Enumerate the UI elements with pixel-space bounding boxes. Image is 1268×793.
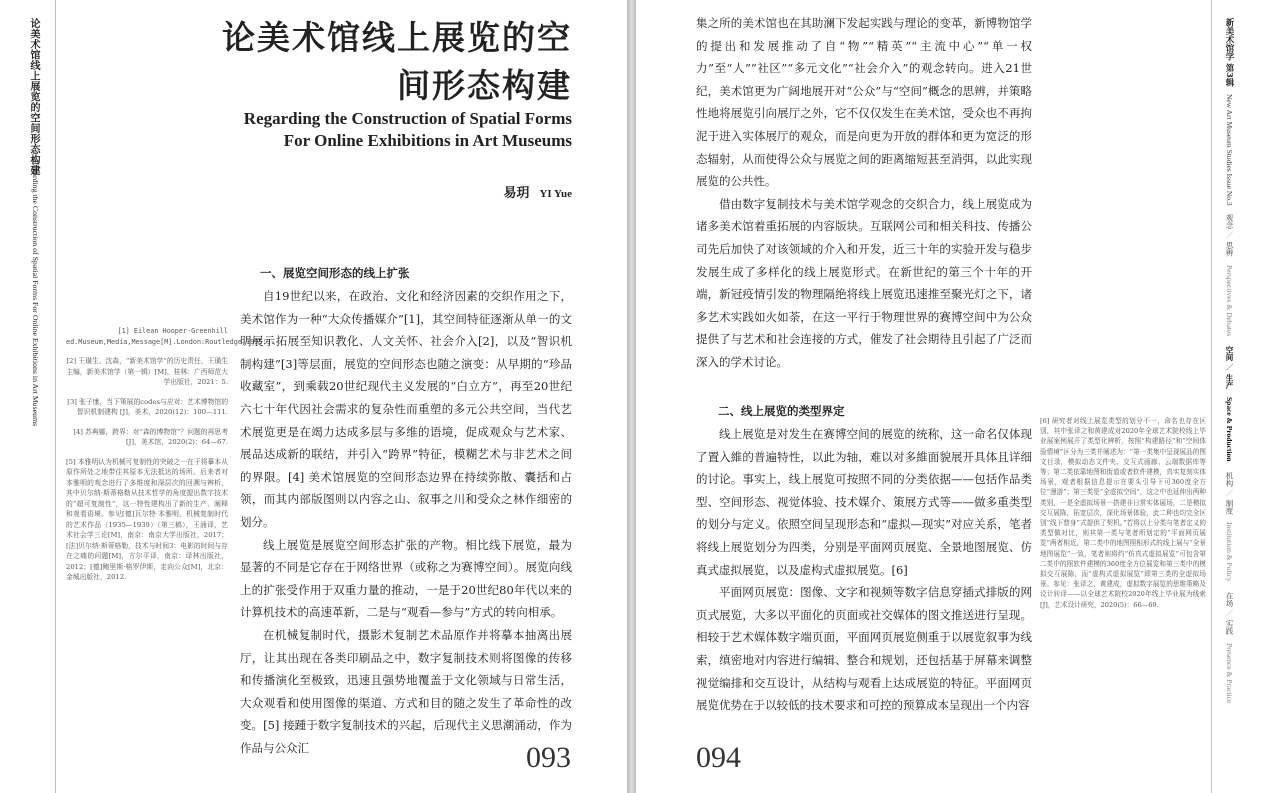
running-head-cn: 论美术馆线上展览的空间形态构建 — [28, 18, 39, 176]
tag-cn-b: 思辨 — [1225, 241, 1234, 257]
tag-en: Space & Production — [1225, 397, 1234, 462]
tag-en: Institution & Policy — [1225, 522, 1234, 583]
paragraph: 自19世纪以来，在政治、文化和经济因素的交织作用之下，美术馆作为一种“大众传播媒介”[1]，其空间特征逐渐从单一的文明展示拓展至知识教化、人文关怀、社会介入[2]，以及“智识机制构建”[3]等层面，展览的空间形态也随之演变：从早期的“珍品收藏室”，到乘载20世纪现代主义发展的“白立方”，再至20世纪六七十年代因社会需求的复杂性而重塑的多元公共空间，当代艺术展览更是在竭力达成多层与多维的语境，促成观众与艺术家、展品达成新的联结，并引入“跨界”特征，模糊艺术与非艺术之间的界限。[4] 美术馆展览的空间形态边界在持续弥散、囊括和占领，而其内部版图则以内容之山、叙事之川和受众之林作细密的划分。 — [240, 289, 572, 529]
page-number: 093 — [526, 741, 571, 774]
tag-cn-b: 制度 — [1225, 499, 1234, 515]
article-title-en-line2: For Online Exhibitions in Art Museums — [283, 131, 572, 150]
tag-cn-a: 机构 — [1225, 471, 1234, 487]
footnote-6: [6] 研究者对线上展览类型的划分不一，命名也存在区别，其中张译之和黄建成对2020年全球艺术院校线上毕业展案例展开了类型化辨析，按照“构建路径”和“空间体验情境”区分为三类并阐述为：“第一类集中呈现展品的图文目录，模拟动态文件夹、交互式画廊、云端数据库等等；第二类依靠地图和街道或者软件建模，真实复刻实体场景，观者根据信息提示在要头引导下可360度全方位“漫游”；第三类是“全虚拟空间”，这之中也延伸出两种类别，一是全虚拟场景一搭建非日常实体展场，二是模拟交互展陈，拓宽层次，深化场景体验，此二种也均完全区别“线下替身”式提供了契机。”若将以上分类与笔者定义的类型做对比，则其第一类与笔者所划定的“平面网页展览”两者相近，第二类中的地图照相形式的线上展与“全景地图展览”一致，笔者则将约“仿真式虚拟展览”可包含第二类中的照软件建模的360度全方位展览和第三类中的模拟交互展陈，而“虚构式虚拟展览”即第三类的全虚拟场景。参见：张译之、黄建成，虚拟数字展览的思维策略及设计转译——以全球艺术院校2020年线上毕业展为线索[J]，艺术设计研究，2020(5)：66—69. — [1040, 417, 1206, 609]
article-body-right-bottom — [696, 423, 1032, 717]
page-number: 094 — [696, 741, 741, 774]
running-head-en: Regarding the Construction of Spatial Forms For Online Exhibitions in Art Museums — [31, 160, 40, 427]
running-head-en-vertical — [26, 160, 45, 426]
article-body-right-top — [696, 12, 1032, 374]
journal-title-cn: 新美术馆学 第3辑 — [1224, 18, 1234, 87]
author — [503, 182, 572, 201]
left-page — [0, 0, 627, 793]
article-body-left — [240, 285, 572, 759]
tag-cn-a: 在场 — [1225, 592, 1234, 608]
article-title-en-line1: Regarding the Construction of Spatial Forms — [243, 109, 572, 128]
paragraph: 借由数字复制技术与美术馆学观念的交织合力，线上展览成为诸多美术馆着重拓展的内容版块。互联网公司和相关科技、传播公司先后加快了对该领域的介入和开发，近三十年的实验开发与稳步发展生成了多样化的线上展览形式。在新世纪的第三个十年的开端，新冠疫情引发的物理隔绝将线上展览迅速推至聚光灯之下，诸多艺术实践如火如荼，在这一平行于物理世界的赛博空间中为公众提供了与艺术和社会连接的方式，催发了社会期待且引起了广泛而深入的学术讨论。 — [696, 196, 1032, 369]
author-name-en: YI Yue — [539, 188, 572, 200]
paragraph: 在机械复制时代，摄影术复制艺术品原作并将摹本抽离出展厅，让其出现在各类印刷品之中，数字复制技术则将图像的传移和传播演化至极致，迅速且强势地覆盖于文化领域与日常生活，大众观看和使用图像的渠道、方式和目的随之发生了革命性的改变。[5] 接踵于数字复制技术的兴起，后现代主义思潮涌动，作为作品与公众汇 — [240, 627, 572, 755]
journal-title-en: New Art Museum Studies Issue No.3 — [1225, 94, 1234, 207]
book-gutter — [627, 0, 636, 793]
footnote-4: [4] 苏典娜，跨界：对“森的博物馆”？问题的再思考 [J]，美术馆，2020(2)：64—67. — [73, 427, 228, 446]
paragraph: 线上展览是对发生在赛博空间的展览的统称，这一命名仅体现了置入維的普遍特性，以此为轴，难以对多維面貌展开具体且详细的讨论。事实上，线上展览可按照不同的分类依据——包括作品类型、空间形态、视觉体验、技术媒介、策展方式等——做多重类型的划分与定义。依照空间呈现形态和“虚拟—现实”对应关系，笔者将线上展览划分为四类，分别是平面网页展览、全景地图展览、仿真式虚拟展览，以及虚构式虚拟展览。[6] — [696, 427, 1032, 577]
sidebar-tag-institution: 机构 ／ 制度 Institution & Policy — [1225, 471, 1234, 583]
margin-rule — [1211, 0, 1212, 793]
running-head-vertical — [24, 18, 43, 176]
tag-cn-a: 观念 — [1225, 214, 1234, 230]
section-heading-2: 二、线上展览的类型界定 — [718, 404, 845, 418]
footnotes-column — [66, 326, 275, 592]
tag-cn-b: 生产 — [1225, 373, 1234, 389]
footnote-3: [3] 张子康，当下策展的codes与应对：艺术博物馆的智识机制建构 [J]，美术，2020(12)：100—111. — [67, 397, 228, 416]
article-title-line2: 间形态构建 — [397, 66, 572, 105]
tag-en: Perspectives & Debates — [1225, 264, 1234, 336]
paragraph: 线上展览是展览空间形态扩张的产物。相比线下展览，最为显著的不同是它存在于网络世界（或称之为赛博空间）。展览向线上的扩张受作用于双重力量的推动，一是于20世纪80年代以来的计算机技术的高速革新，二是与“观看—参与”方式的转向相承。 — [240, 537, 572, 620]
author-name-cn: 易玥 — [503, 186, 530, 201]
footnote-2: [2] 王璜生、沈森，“新美术馆学”的历史责任，王璜生主编，新美术馆学（第一辑）[M]，桂林：广西师范大学出版社，2021：5. — [66, 357, 228, 386]
tag-cn-a: 空间 — [1225, 345, 1234, 361]
paragraph: 平面网页展览：图像、文字和视频等数字信息穿插式排版的网页式展览，大多以平面化的页面或社交媒体的图文推送进行呈现。相较于艺术媒体数字端页面，平面网页展览侧重于以展览叙事为线索，缜密地对内容进行编辑、整合和规划，还包括基于屏幕来调整视觉编排和交互设计，从结构与观看上达成展览的特征。平面网页展览优势在于以较低的技术要求和可控的预算成本呈现出一个内容 — [696, 585, 1032, 713]
margin-rule — [55, 0, 56, 793]
tag-cn-b: 实践 — [1225, 619, 1234, 635]
sidebar-tag-perspectives: 观念 ／ 思辨 Perspectives & Debates — [1225, 214, 1234, 336]
article-title — [192, 14, 572, 110]
footnote-5: [5] 本雅明认为机械可复制性的突破之一在于将摹本从原作所处之地带往其原本无法抵达的场所。后来者对本雅明的观念进行了多维度和深层次的回溯与辨析，其中贝尔纳·斯蒂格勒从技术哲学的角度提出数字技术的“超可复制性”，这一特性建构出了新的生产、阐释和观看语境。参见[德]瓦尔特·本雅明，机械复制时代的艺术作品（1935—1939）（第三稿），王涌译，艺术社会学三论[M]，南京：南京大学出版社，2017；[法]贝尔纳·斯蒂格勒，技术与时间3：电影的时间与存在之痛的问题[M]，方尔平译，南京：译林出版社，2012；[德]鲍里斯·格罗伊斯，走向公众[M]，北京：金城出版社，2012. — [66, 457, 228, 581]
sidebar-tag-presence: 在场 ／ 实践 Presence & Practice — [1225, 592, 1234, 704]
sidebar-tag-space: 空间 ／ 生产 Space & Production — [1225, 345, 1234, 462]
article-title-line1: 论美术馆线上展览的空 — [222, 18, 572, 57]
sidebar-tabs — [1219, 18, 1259, 703]
section-heading-1: 一、展览空间形态的线上扩张 — [260, 266, 410, 280]
tag-en: Presence & Practice — [1225, 642, 1234, 704]
article-title-en — [152, 108, 572, 152]
right-page — [636, 0, 1268, 793]
footnote-1: [1] Eilean Hooper-Greenhill ed.Museum,Media,Message[M].London:Routledge,1995:9. — [66, 327, 275, 346]
paragraph: 集之所的美术馆也在其助澜下发起实践与理论的变革，新博物馆学的提出和发展推动了自“物”“精英”“主流中心”“单一权力”至“人”“社区”“多元文化”“社会介入”的观念转向。进入21世纪，美术馆更为广阔地展开对“公众”与“空间”概念的思辨，并策略性地将展览引向展厅之外，它不仅仅发生在美术馆，受众也不再拘泥于进入实体展厅的观众，而是向更为开放的群体和更为宽泛的形态辐射，从而使得公众与展览之间的距离缩短甚至消弭，以此实现展览的公共性。 — [696, 16, 1032, 189]
